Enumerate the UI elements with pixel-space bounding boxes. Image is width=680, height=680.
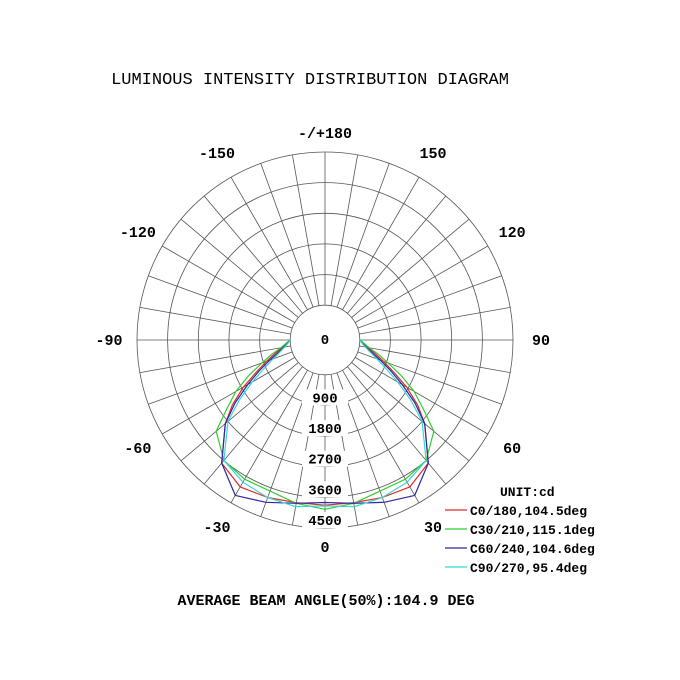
grid-spoke xyxy=(181,362,298,460)
grid-spoke xyxy=(337,163,389,307)
radial-tick-label: 2700 xyxy=(308,452,342,469)
grid-spoke xyxy=(204,196,302,313)
legend xyxy=(445,485,595,576)
angle-label: 60 xyxy=(503,441,522,458)
grid-spoke xyxy=(358,276,502,328)
legend-entry: C90/270,95.4deg xyxy=(470,561,588,576)
angle-label: 120 xyxy=(498,225,526,242)
center-label: 0 xyxy=(320,333,330,349)
angle-label: -/+180 xyxy=(297,126,353,143)
radial-tick-label: 1800 xyxy=(308,422,342,439)
angle-label: -120 xyxy=(119,225,156,242)
grid-spoke xyxy=(352,219,469,317)
legend-entry: C60/240,104.6deg xyxy=(470,542,595,557)
legend-unit-label: UNIT:cd xyxy=(500,485,555,500)
angle-label: 0 xyxy=(320,540,330,557)
grid-spoke xyxy=(181,219,298,317)
angle-label: -30 xyxy=(203,520,231,538)
grid-spoke xyxy=(148,276,292,328)
grid-spoke xyxy=(261,163,313,307)
grid-spoke xyxy=(140,307,291,334)
grid-spoke xyxy=(331,155,358,306)
grid-spoke xyxy=(359,307,510,334)
grid-spoke xyxy=(292,155,319,306)
angle-label: 30 xyxy=(423,520,443,538)
angle-label: -60 xyxy=(124,441,152,458)
grid-spoke xyxy=(352,362,469,460)
radial-tick-label: 3600 xyxy=(308,483,342,500)
axis-labels xyxy=(95,126,550,557)
angle-label: -150 xyxy=(198,145,236,163)
chart-title: LUMINOUS INTENSITY DISTRIBUTION DIAGRAM xyxy=(111,71,509,90)
angle-label: -90 xyxy=(95,333,123,350)
angle-label: 90 xyxy=(531,333,551,350)
legend-entry: C30/210,115.1deg xyxy=(470,523,595,538)
legend-entry: C0/180,104.5deg xyxy=(470,504,588,519)
beam-angle-note: AVERAGE BEAM ANGLE(50%):104.9 DEG xyxy=(177,593,475,610)
radial-tick-label: 4500 xyxy=(308,514,342,530)
radial-tick-label: 900 xyxy=(312,391,338,408)
grid-spoke xyxy=(347,196,445,313)
angle-label: 150 xyxy=(419,145,447,163)
